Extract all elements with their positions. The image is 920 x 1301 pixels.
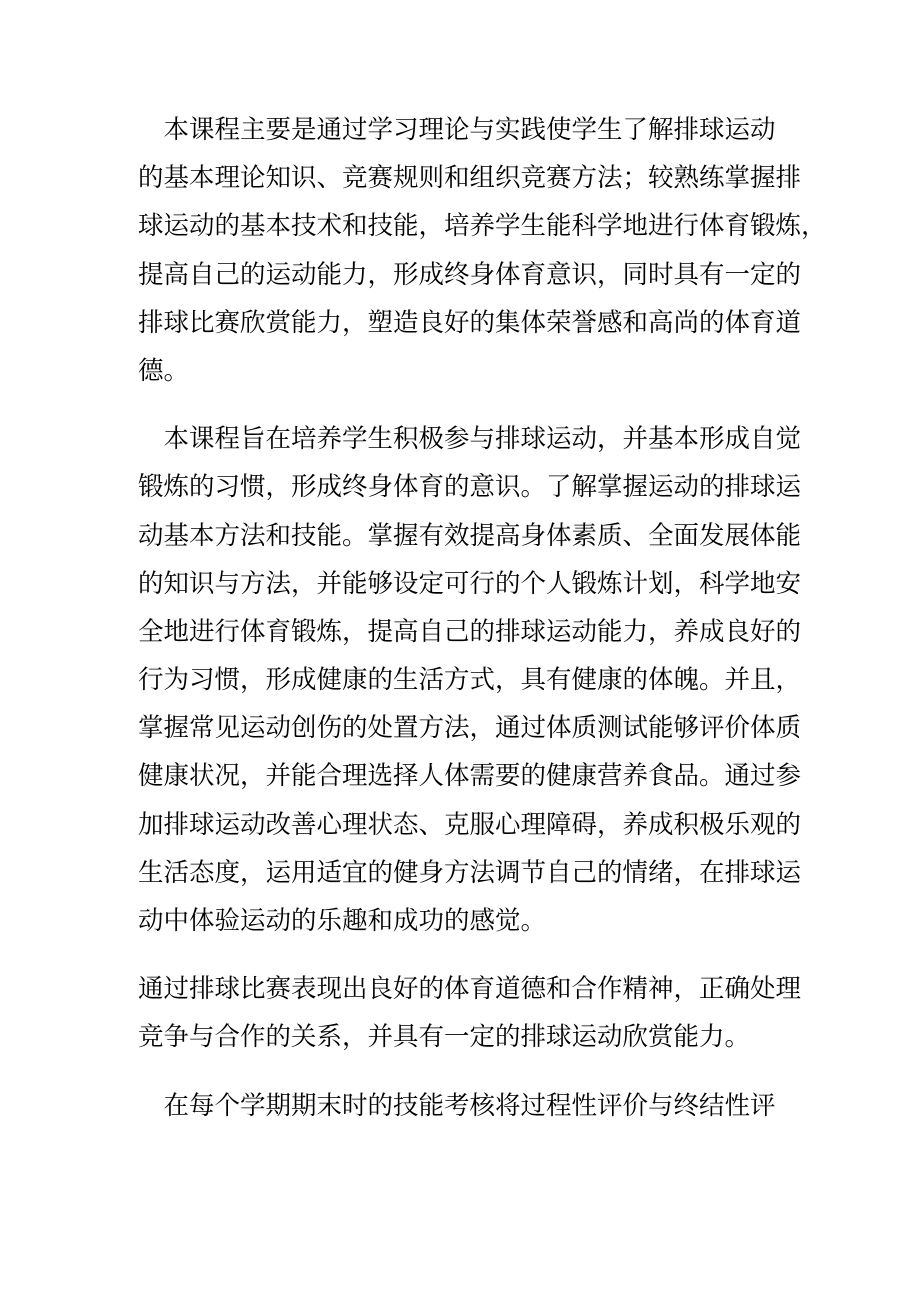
paragraph-course-aims xyxy=(138,415,806,945)
text-line: 德。 xyxy=(138,355,190,386)
text-line: 锻炼的习惯，形成终身体育的意识。了解掌握运动的排球运 xyxy=(138,472,802,503)
text-line: 在每个学期期末时的技能考核将过程性评价与终结性评 xyxy=(138,1090,776,1121)
text-line: 加排球运动改善心理状态、克服心理障碍，养成积极乐观的 xyxy=(138,809,802,840)
text-line: 提高自己的运动能力，形成终身体育意识，同时具有一定的 xyxy=(138,259,802,290)
text-line: 行为习惯，形成健康的生活方式，具有健康的体魄。并且， xyxy=(138,665,802,696)
text-line: 竞争与合作的关系，并具有一定的排球运动欣赏能力。 xyxy=(138,1022,751,1053)
text-line: 本课程旨在培养学生积极参与排球运动，并基本形成自觉 xyxy=(138,424,802,455)
document-body xyxy=(138,106,827,1130)
text-line: 通过排球比赛表现出良好的体育道德和合作精神，正确处理 xyxy=(138,974,802,1005)
text-line: 的知识与方法，并能够设定可行的个人锻炼计划，科学地安 xyxy=(138,568,802,599)
paragraph-assessment xyxy=(138,1082,806,1130)
text-line: 本课程主要是通过学习理论与实践使学生了解排球运动 xyxy=(138,115,776,145)
paragraph-course-goals xyxy=(138,106,827,395)
text-line: 健康状况，并能合理选择人体需要的健康营养食品。通过参 xyxy=(138,761,802,792)
text-line: 球运动的基本技术和技能，培养学生能科学地进行体育锻炼， xyxy=(138,211,827,242)
text-line: 生活态度，运用适宜的健身方法调节自己的情绪，在排球运 xyxy=(138,857,802,888)
text-line: 动基本方法和技能。掌握有效提高身体素质、全面发展体能 xyxy=(138,520,802,551)
text-line: 排球比赛欣赏能力，塑造良好的集体荣誉感和高尚的体育道 xyxy=(138,307,802,338)
text-line: 全地进行体育锻炼，提高自己的排球运动能力，养成良好的 xyxy=(138,616,802,647)
text-line: 动中体验运动的乐趣和成功的感觉。 xyxy=(138,906,547,936)
text-line: 掌握常见运动创伤的处置方法，通过体质测试能够评价体质 xyxy=(138,713,802,744)
text-line: 的基本理论知识、竞赛规则和组织竞赛方法；较熟练掌握排 xyxy=(138,163,802,194)
paragraph-sportsmanship xyxy=(138,965,806,1061)
